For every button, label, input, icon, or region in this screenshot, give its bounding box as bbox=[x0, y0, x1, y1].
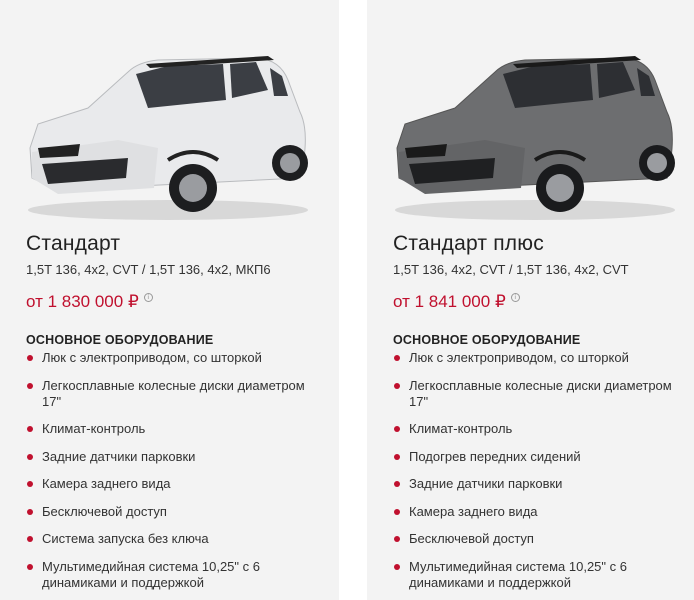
feature-item bbox=[26, 449, 326, 465]
feature-list bbox=[26, 350, 326, 600]
bullet-dot-icon bbox=[27, 536, 33, 542]
feature-item bbox=[393, 531, 693, 547]
trim-title: Стандарт bbox=[26, 232, 121, 255]
trim-spec: 1,5T 136, 4x2, CVT / 1,5T 136, 4x2, МКП6 bbox=[26, 262, 271, 277]
feature-item bbox=[26, 504, 326, 520]
feature-item bbox=[393, 421, 693, 437]
trim-spec: 1,5T 136, 4x2, CVT / 1,5T 136, 4x2, CVT bbox=[393, 262, 629, 277]
car-image bbox=[18, 28, 318, 228]
bullet-dot-icon bbox=[27, 509, 33, 515]
feature-text: Задние датчики парковки bbox=[409, 476, 563, 491]
feature-item bbox=[26, 421, 326, 437]
feature-item bbox=[393, 350, 693, 366]
bullet-dot-icon bbox=[394, 536, 400, 542]
bullet-dot-icon bbox=[394, 383, 400, 389]
feature-item bbox=[393, 476, 693, 492]
bullet-dot-icon bbox=[27, 426, 33, 432]
equipment-heading: ОСНОВНОЕ ОБОРУДОВАНИЕ bbox=[26, 333, 214, 347]
info-icon[interactable]: i bbox=[511, 293, 520, 302]
feature-text: Люк с электроприводом, со шторкой bbox=[42, 350, 262, 365]
bullet-dot-icon bbox=[394, 509, 400, 515]
feature-item bbox=[26, 378, 326, 410]
feature-item bbox=[26, 476, 326, 492]
feature-text: Климат-контроль bbox=[42, 421, 146, 436]
bullet-dot-icon bbox=[394, 454, 400, 460]
bullet-dot-icon bbox=[27, 355, 33, 361]
feature-text: Бесключевой доступ bbox=[409, 531, 534, 546]
trim-card-standard[interactable] bbox=[0, 0, 339, 600]
feature-text: Подогрев передних сидений bbox=[409, 448, 581, 464]
feature-text: Люк с электроприводом, со шторкой bbox=[409, 350, 629, 365]
bullet-dot-icon bbox=[394, 426, 400, 432]
feature-text: Легкосплавные колесные диски диаметром 17" bbox=[409, 377, 672, 409]
equipment-heading: ОСНОВНОЕ ОБОРУДОВАНИЕ bbox=[393, 333, 581, 347]
trim-card-standard-plus[interactable] bbox=[367, 0, 694, 600]
trim-title: Стандарт плюс bbox=[393, 232, 544, 255]
suv-illustration bbox=[385, 28, 685, 228]
feature-list bbox=[393, 350, 693, 600]
bullet-dot-icon bbox=[394, 564, 400, 570]
feature-text: Мультимедийная система 10,25" с 6 динамиками и поддержкой bbox=[409, 558, 627, 590]
price-row bbox=[393, 292, 520, 312]
bullet-dot-icon bbox=[27, 383, 33, 389]
feature-item bbox=[393, 504, 693, 520]
trim-price: от 1 830 000 ₽ bbox=[26, 292, 139, 311]
info-icon[interactable]: i bbox=[144, 293, 153, 302]
feature-text: Бесключевой доступ bbox=[42, 503, 167, 519]
car-image bbox=[385, 28, 685, 228]
feature-item bbox=[26, 350, 326, 366]
feature-item bbox=[393, 559, 693, 591]
trim-price: от 1 841 000 ₽ bbox=[393, 292, 506, 311]
bullet-dot-icon bbox=[27, 564, 33, 570]
price-row bbox=[26, 292, 153, 312]
feature-text: Задние датчики парковки bbox=[42, 448, 196, 464]
bullet-dot-icon bbox=[27, 481, 33, 487]
bullet-dot-icon bbox=[394, 355, 400, 361]
feature-text: Легкосплавные колесные диски диаметром 17" bbox=[42, 377, 305, 409]
feature-item bbox=[26, 559, 326, 591]
feature-item bbox=[393, 449, 693, 465]
feature-text: Мультимедийная система 10,25" с 6 динамиками и поддержкой bbox=[42, 558, 260, 590]
feature-text: Камера заднего вида bbox=[42, 476, 171, 491]
bullet-dot-icon bbox=[27, 454, 33, 460]
feature-text: Система запуска без ключа bbox=[42, 531, 209, 546]
feature-text: Камера заднего вида bbox=[409, 503, 538, 519]
bullet-dot-icon bbox=[394, 481, 400, 487]
feature-text: Климат-контроль bbox=[409, 421, 513, 436]
feature-item bbox=[393, 378, 693, 410]
suv-illustration bbox=[18, 28, 318, 228]
feature-item bbox=[26, 531, 326, 547]
